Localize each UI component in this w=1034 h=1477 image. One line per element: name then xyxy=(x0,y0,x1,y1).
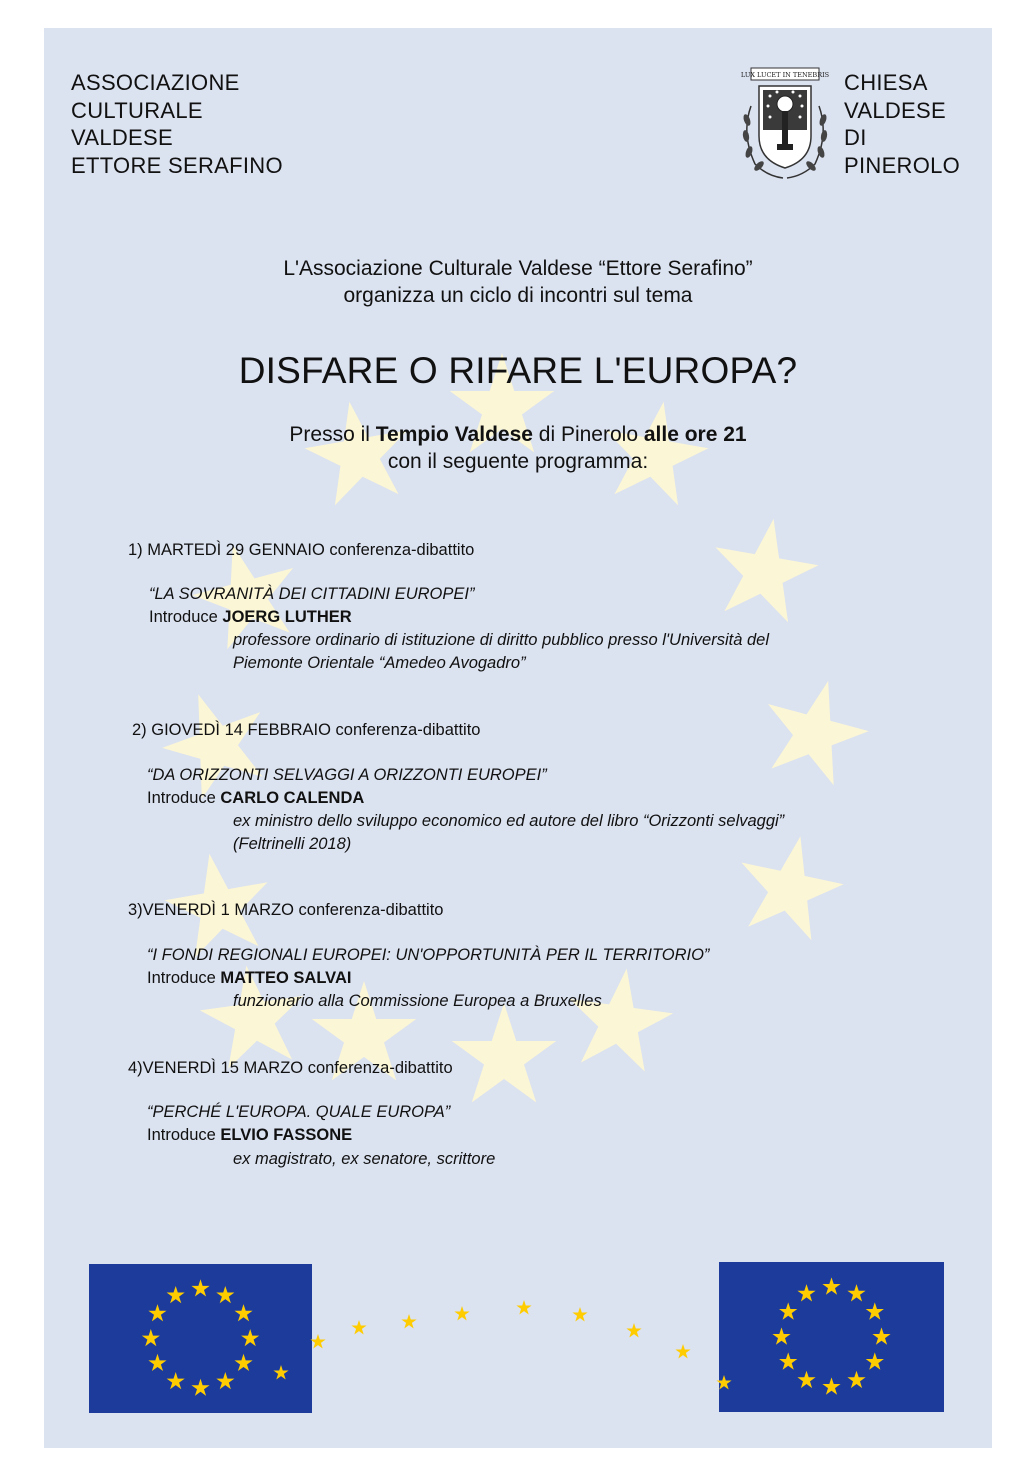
speaker-name: JOERG LUTHER xyxy=(222,608,352,626)
event-speaker-line xyxy=(149,608,352,627)
event-title: “LA SOVRANITÀ DEI CITTADINI EUROPEI” xyxy=(149,585,475,603)
association-line: ETTORE SERAFINO xyxy=(71,152,283,178)
event-heading: 4)VENERDÌ 15 MARZO conferenza-dibattito xyxy=(128,1059,453,1077)
arc-star xyxy=(351,1320,366,1335)
event-description xyxy=(233,810,784,856)
intro-line-2: organizza un ciclo di incontri sul tema xyxy=(343,284,693,307)
venue-line-1 xyxy=(44,421,992,448)
event-title: “I FONDI REGIONALI EUROPEI: UN'OPPORTUNITÀ PER IL TERRITORIO” xyxy=(147,946,710,964)
event-title: “PERCHÉ L'EUROPA. QUALE EUROPA” xyxy=(147,1103,451,1121)
description-line: Piemonte Orientale “Amedeo Avogadro” xyxy=(233,654,526,672)
event-description xyxy=(233,1148,495,1171)
event-heading: 1) MARTEDÌ 29 GENNAIO conferenza-dibattito xyxy=(128,541,475,559)
arc-star xyxy=(310,1334,325,1349)
event-description xyxy=(233,990,602,1013)
church-emblem xyxy=(737,64,833,182)
description-line: ex magistrato, ex senatore, scrittore xyxy=(233,1150,496,1168)
intro-line-1: L'Associazione Culturale Valdese “Ettore Serafino” xyxy=(283,257,753,280)
introduce-label: Introduce xyxy=(147,789,221,807)
event-description xyxy=(233,629,769,675)
association-line: VALDESE xyxy=(71,125,173,150)
page-title: DISFARE O RIFARE L'EUROPA? xyxy=(238,350,798,391)
speaker-name: MATTEO SALVAI xyxy=(220,969,352,987)
association-line: ASSOCIAZIONE xyxy=(71,70,240,95)
venue-pre: Presso il xyxy=(289,423,376,446)
church-name xyxy=(844,69,960,179)
introduce-label: Introduce xyxy=(149,608,223,626)
church-line: PINEROLO xyxy=(844,152,961,178)
description-line: ex ministro dello sviluppo economico ed autore del libro “Orizzonti selvaggi” xyxy=(233,812,785,830)
event-heading: 3)VENERDÌ 1 MARZO conferenza-dibattito xyxy=(128,901,444,919)
introduce-label: Introduce xyxy=(147,969,221,987)
description-line: professore ordinario di istituzione di diritto pubblico presso l'Università del xyxy=(233,631,770,649)
introduce-label: Introduce xyxy=(147,1126,221,1144)
venue-place: Tempio Valdese xyxy=(375,423,533,446)
arc-star xyxy=(626,1323,641,1338)
arc-star xyxy=(454,1306,469,1321)
arc-star xyxy=(572,1307,587,1322)
venue-time: alle ore 21 xyxy=(643,423,747,446)
speaker-name: CARLO CALENDA xyxy=(220,789,365,807)
arc-star xyxy=(273,1365,288,1380)
description-line: (Feltrinelli 2018) xyxy=(233,835,352,853)
arc-star xyxy=(401,1314,416,1329)
emblem-motto: LUX LUCET IN TENEBRIS xyxy=(740,71,830,79)
venue-line-2: con il seguente programma: xyxy=(387,450,649,473)
arc-star xyxy=(516,1300,531,1315)
event-speaker-line xyxy=(147,1126,352,1145)
association-line: CULTURALE xyxy=(71,97,203,123)
event-speaker-line xyxy=(147,969,351,988)
arc-star xyxy=(716,1375,731,1390)
event-title: “DA ORIZZONTI SELVAGGI A ORIZZONTI EUROPEI” xyxy=(147,766,547,784)
venue-mid: di Pinerolo xyxy=(532,423,644,446)
church-line: CHIESA xyxy=(844,70,928,95)
star-arc xyxy=(44,1258,992,1418)
intro-text xyxy=(44,255,992,309)
background-star xyxy=(715,519,818,623)
church-line: DI xyxy=(844,125,867,150)
background-star xyxy=(768,681,869,785)
church-line: VALDESE xyxy=(844,97,946,123)
poster xyxy=(44,28,992,1448)
description-line: funzionario alla Commissione Europea a Bruxelles xyxy=(233,992,602,1010)
speaker-name: ELVIO FASSONE xyxy=(220,1126,353,1144)
event-speaker-line xyxy=(147,789,364,808)
venue-text xyxy=(44,421,992,475)
arc-star xyxy=(675,1344,690,1359)
background-star xyxy=(570,969,674,1072)
association-name xyxy=(71,69,283,179)
background-star xyxy=(452,1003,557,1103)
event-heading: 2) GIOVEDÌ 14 FEBBRAIO conferenza-dibattito xyxy=(132,721,481,739)
